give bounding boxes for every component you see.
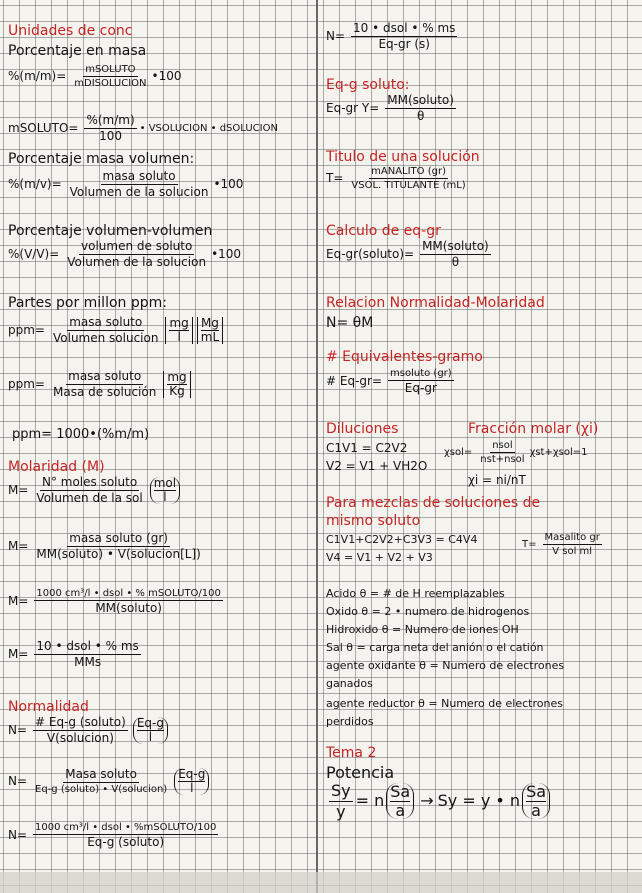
formula-ppm-volume xyxy=(8,316,225,345)
heading-fraccion-molar: Fracción molar (χi) xyxy=(468,421,599,437)
numerator: masa soluto xyxy=(66,370,143,385)
formula-lhs: %(m/v)= xyxy=(8,177,62,192)
right-column xyxy=(318,0,642,893)
formula-lhs: # Eq-gr= xyxy=(326,374,383,388)
paren-group xyxy=(522,783,550,819)
formula-lhs: T= xyxy=(522,539,537,550)
formula-fraccion-2: χi = ni/nT xyxy=(468,473,526,487)
formula-ppm-mass xyxy=(8,370,193,399)
formula-lhs: %(V/V)= xyxy=(8,247,60,262)
formula-potencia xyxy=(326,782,552,820)
factor: •100 xyxy=(213,177,244,192)
numerator: N° moles soluto xyxy=(40,476,139,491)
factor: •100 xyxy=(211,247,242,262)
heading-diluciones: Diluciones xyxy=(326,421,399,437)
paren-numerator: Sa xyxy=(526,782,547,801)
denominator: Volumen de la solucion xyxy=(69,185,209,200)
fraction xyxy=(33,768,169,795)
numerator: msoluto (gr) xyxy=(390,368,452,379)
heading-tema: Tema 2 xyxy=(326,745,377,761)
unit-bracket xyxy=(174,768,209,795)
denominator: θ xyxy=(416,109,425,124)
denominator: V sol ml xyxy=(552,546,593,557)
heading-pct-mass: Porcentaje en masa xyxy=(8,43,147,59)
heading-titulo: Titulo de una solución xyxy=(326,149,480,165)
formula-lhs: χsol= xyxy=(444,447,473,458)
unit-denominator: l xyxy=(148,730,153,745)
formula-mezclas-titulo xyxy=(522,532,605,557)
unit-denominator: l xyxy=(190,781,194,796)
unit-numerator: mg xyxy=(169,316,189,330)
denominator: θ xyxy=(451,255,460,270)
formula-fraccion-1 xyxy=(444,440,587,465)
factor: •100 xyxy=(151,68,182,83)
numerator: # Eq-g (soluto) xyxy=(33,716,128,731)
paren-numerator: Sa xyxy=(390,782,411,801)
formula-lhs: Eq-gr(soluto)= xyxy=(326,247,415,262)
heading-mezclas-1: Para mezclas de soluciones de xyxy=(326,495,541,511)
formula-lhs: M= xyxy=(8,483,29,498)
unit-numerator: Mg xyxy=(200,316,219,330)
unit-denominator: Kg xyxy=(169,384,185,399)
unit-numerator: mol xyxy=(153,476,177,490)
formula-lhs: N= xyxy=(8,774,28,789)
heading-normalidad: Normalidad xyxy=(8,699,89,715)
formula-ppm-pct: ppm= 1000•(%m/m) xyxy=(12,427,150,442)
formula-molaridad-1 xyxy=(8,476,182,505)
numerator: MM(soluto) xyxy=(385,94,456,109)
heading-equivalentes: # Equivalentes-gramo xyxy=(326,349,483,365)
formula-pct-mass xyxy=(8,64,182,89)
formula-lhs: N= xyxy=(326,29,346,44)
formula-n-top xyxy=(326,22,460,51)
formula-lhs: T= xyxy=(326,170,344,185)
fraction xyxy=(385,94,456,123)
heading-mezclas-2: mismo soluto xyxy=(326,513,421,529)
heading-ppm: Partes por millon ppm: xyxy=(8,295,167,311)
fraction xyxy=(34,532,202,561)
denominator: MM(soluto) xyxy=(95,601,162,615)
fraction xyxy=(33,822,218,849)
heading-calculo: Calculo de eq-gr xyxy=(326,223,441,239)
fraction xyxy=(388,368,454,395)
formula-molaridad-4 xyxy=(8,640,144,669)
fraction xyxy=(420,240,491,269)
denominator: Eq-g (soluto) • V(solucion) xyxy=(35,784,168,796)
unit-denominator: mL xyxy=(200,330,220,345)
formula-lhs: %(m/m)= xyxy=(8,68,67,83)
heading-molaridad: Molaridad (M) xyxy=(8,459,105,475)
numerator: 10 • dsol • % ms xyxy=(351,22,457,37)
unit-numerator: Eq-g xyxy=(136,716,164,730)
formula-normalidad-2 xyxy=(8,768,211,795)
formula-dilucion-2: V2 = V1 + VH2O xyxy=(326,459,428,473)
unit-denominator: l xyxy=(177,330,181,345)
paren-group xyxy=(386,783,414,819)
paren-denominator: a xyxy=(531,800,541,820)
formula-lhs: ppm= xyxy=(8,377,45,392)
formula-rest: • VSOLUCION • dSOLUCION xyxy=(139,123,278,135)
unit-bracket xyxy=(163,371,190,398)
denominator: MM(soluto) • V(solucion[L]) xyxy=(36,547,201,562)
denominator: nst+nsol xyxy=(480,454,525,465)
denominator: 100 xyxy=(99,129,122,144)
fraction xyxy=(51,316,160,345)
fraction xyxy=(543,532,602,557)
numerator: 10 • dsol • % ms xyxy=(34,640,140,655)
formula-rhs: Sy = y • n xyxy=(437,791,521,811)
paren-denominator: a xyxy=(395,800,406,820)
unit-bracket xyxy=(197,317,223,344)
numerator: masa soluto xyxy=(67,316,144,331)
theta-line-acido: Acido θ = # de H reemplazables xyxy=(326,587,505,600)
formula-molaridad-3 xyxy=(8,588,226,615)
heading-potencia: Potencia xyxy=(326,763,395,782)
formula-lhs: ppm= xyxy=(8,323,45,338)
fraction xyxy=(65,240,208,269)
numerator: MM(soluto) xyxy=(420,240,491,255)
fraction xyxy=(34,476,144,505)
heading-relacion: Relacion Normalidad-Molaridad xyxy=(326,295,545,311)
formula-relacion: N= θM xyxy=(326,315,374,331)
formula-lhs: M= xyxy=(8,647,29,662)
formula-titulo xyxy=(326,166,471,191)
formula-mezclas-2: V4 = V1 + V2 + V3 xyxy=(326,551,433,564)
denominator: Eq-gr xyxy=(404,381,437,395)
heading-pct-volume: Porcentaje volumen-volumen xyxy=(8,223,213,239)
unit-denominator: l xyxy=(163,490,167,505)
fraction xyxy=(34,588,222,615)
fraction xyxy=(349,166,467,191)
numerator: Masa soluto xyxy=(63,768,139,783)
fraction xyxy=(34,640,140,669)
theta-line-oxidante: agente oxidante θ = Numero de electrones xyxy=(326,659,565,672)
numerator: Masalito gr xyxy=(544,532,600,543)
formula-mezclas-1: C1V1+C2V2+C3V3 = C4V4 xyxy=(326,533,478,546)
unit-bracket xyxy=(133,717,168,744)
denominator: Masa de solución xyxy=(52,385,157,400)
numerator: volumen de soluto xyxy=(79,240,194,255)
numerator: nsol xyxy=(492,440,513,451)
numerator: mSOLUTO xyxy=(85,64,136,75)
numerator: 1000 cm³/l • dsol • %mSOLUTO/100 xyxy=(35,822,217,833)
theta-line-sal: Sal θ = carga neta del anión o el catión xyxy=(326,641,544,654)
unit-bracket xyxy=(150,477,180,504)
denominator: Volumen de la solucion xyxy=(67,255,207,270)
arrow-icon: → xyxy=(420,791,434,811)
formula-pct-mass-volume xyxy=(8,170,243,199)
theta-line-perdidos: perdidos xyxy=(326,715,374,728)
fraction xyxy=(72,64,148,89)
formula-pct-volume xyxy=(8,240,241,269)
denominator: V(solucion) xyxy=(46,731,114,746)
formula-lhs: M= xyxy=(8,594,29,608)
theta-line-reductor: agente reductor θ = Numero de electrones xyxy=(326,697,563,710)
numerator: mANALITO (gr) xyxy=(371,166,446,177)
numerator: masa soluto xyxy=(101,170,178,185)
formula-lhs: Eq-gr Y= xyxy=(326,101,380,116)
fraction xyxy=(351,22,457,51)
page-title: Unidades de conc xyxy=(8,23,133,39)
formula-rest: χst+χsol=1 xyxy=(529,447,588,458)
theta-line-oxido: Oxido θ = 2 • numero de hidrogenos xyxy=(326,605,530,618)
formula-lhs: mSOLUTO= xyxy=(8,121,79,136)
denominator: Eq-g (soluto) xyxy=(87,835,165,849)
numerator: %(m/m) xyxy=(84,114,136,129)
formula-calculo xyxy=(326,240,494,269)
formula-lhs: N= xyxy=(8,723,28,738)
left-column xyxy=(0,0,316,893)
theta-line-ganados: ganados xyxy=(326,677,373,690)
fraction xyxy=(478,440,526,465)
denominator: mDISOLUCION xyxy=(74,78,147,89)
denominator: y xyxy=(336,801,346,821)
heading-pct-mass-volume: Porcentaje masa volumen: xyxy=(8,151,195,167)
fraction xyxy=(68,170,211,199)
heading-eqg-soluto: Eq-g soluto: xyxy=(326,77,410,93)
formula-eqg-soluto xyxy=(326,94,459,123)
formula-molaridad-2 xyxy=(8,532,206,561)
numerator: Sy xyxy=(331,781,351,800)
denominator: MMs xyxy=(74,655,102,670)
unit-numerator: mg xyxy=(167,370,187,384)
denominator: Volumen solucion xyxy=(52,331,159,346)
formula-mid: = n xyxy=(355,791,385,811)
formula-equivalentes xyxy=(326,368,457,395)
theta-line-hidroxido: Hidroxido θ = Numero de iones OH xyxy=(326,623,519,636)
formula-lhs: M= xyxy=(8,539,29,554)
fraction xyxy=(84,114,136,143)
fraction xyxy=(51,370,158,399)
formula-lhs: N= xyxy=(8,828,28,842)
numerator: 1000 cm³/l • dsol • % mSOLUTO/100 xyxy=(36,588,221,599)
formula-dilucion-1: C1V1 = C2V2 xyxy=(326,441,408,455)
formula-normalidad-1 xyxy=(8,716,170,745)
fraction xyxy=(329,782,353,820)
numerator: masa soluto (gr) xyxy=(67,532,170,547)
denominator: Eq-gr (s) xyxy=(378,37,430,52)
unit-bracket xyxy=(165,317,192,344)
formula-m-soluto xyxy=(8,114,278,143)
formula-normalidad-3 xyxy=(8,822,221,849)
fraction xyxy=(33,716,128,745)
denominator: Volumen de la sol xyxy=(36,491,143,506)
unit-numerator: Eq-g xyxy=(178,767,206,781)
denominator: VSOL. TITULANTE (mL) xyxy=(351,180,466,191)
